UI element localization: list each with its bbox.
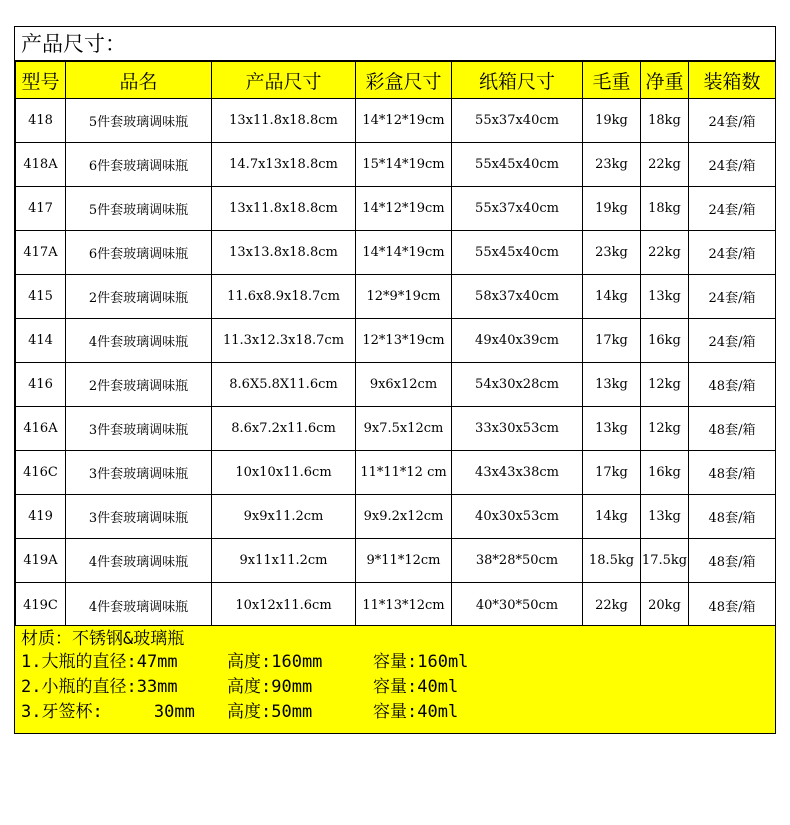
cell-carton-size: 55x45x40cm bbox=[452, 143, 583, 187]
cell-carton-size: 49x40x39cm bbox=[452, 319, 583, 363]
cell-product-size: 9x11x11.2cm bbox=[212, 539, 356, 583]
cell-gross-weight: 19kg bbox=[583, 99, 641, 143]
note-capacity: 容量:40ml bbox=[373, 677, 459, 697]
cell-box-size: 14*14*19cm bbox=[356, 231, 452, 275]
cell-carton-size: 55x37x40cm bbox=[452, 187, 583, 231]
cell-net-weight: 16kg bbox=[641, 451, 689, 495]
header-box-size: 彩盒尺寸 bbox=[356, 62, 452, 99]
cell-product-size: 10x12x11.6cm bbox=[212, 583, 356, 628]
cell-product-name: 3件套玻璃调味瓶 bbox=[66, 407, 212, 451]
cell-net-weight: 16kg bbox=[641, 319, 689, 363]
cell-model: 417 bbox=[16, 187, 66, 231]
cell-box-size: 9x7.5x12cm bbox=[356, 407, 452, 451]
cell-product-size: 10x10x11.6cm bbox=[212, 451, 356, 495]
cell-product-size: 11.3x12.3x18.7cm bbox=[212, 319, 356, 363]
cell-product-size: 13x11.8x18.8cm bbox=[212, 187, 356, 231]
cell-pack-qty: 48套/箱 bbox=[689, 583, 776, 628]
cell-model: 415 bbox=[16, 275, 66, 319]
cell-product-name: 5件套玻璃调味瓶 bbox=[66, 187, 212, 231]
cell-product-name: 3件套玻璃调味瓶 bbox=[66, 495, 212, 539]
cell-gross-weight: 14kg bbox=[583, 275, 641, 319]
table-row bbox=[16, 363, 776, 407]
cell-pack-qty: 24套/箱 bbox=[689, 319, 776, 363]
cell-net-weight: 13kg bbox=[641, 275, 689, 319]
cell-product-name: 4件套玻璃调味瓶 bbox=[66, 539, 212, 583]
table-row bbox=[16, 583, 776, 628]
note-diameter: 1.大瓶的直径:47mm bbox=[21, 652, 178, 672]
cell-box-size: 11*11*12 cm bbox=[356, 451, 452, 495]
cell-pack-qty: 48套/箱 bbox=[689, 451, 776, 495]
cell-pack-qty: 48套/箱 bbox=[689, 363, 776, 407]
cell-net-weight: 13kg bbox=[641, 495, 689, 539]
cell-model: 416C bbox=[16, 451, 66, 495]
note-line bbox=[15, 675, 775, 700]
cell-gross-weight: 14kg bbox=[583, 495, 641, 539]
cell-net-weight: 18kg bbox=[641, 99, 689, 143]
cell-net-weight: 20kg bbox=[641, 583, 689, 628]
table-row bbox=[16, 495, 776, 539]
header-gross-weight: 毛重 bbox=[583, 62, 641, 99]
cell-pack-qty: 24套/箱 bbox=[689, 231, 776, 275]
cell-net-weight: 17.5kg bbox=[641, 539, 689, 583]
cell-gross-weight: 22kg bbox=[583, 583, 641, 628]
note-height: 高度:90mm bbox=[227, 677, 313, 697]
table-row bbox=[16, 407, 776, 451]
cell-product-size: 13x13.8x18.8cm bbox=[212, 231, 356, 275]
cell-box-size: 12*9*19cm bbox=[356, 275, 452, 319]
cell-carton-size: 55x37x40cm bbox=[452, 99, 583, 143]
cell-carton-size: 54x30x28cm bbox=[452, 363, 583, 407]
cell-net-weight: 18kg bbox=[641, 187, 689, 231]
cell-product-name: 2件套玻璃调味瓶 bbox=[66, 363, 212, 407]
cell-model: 419A bbox=[16, 539, 66, 583]
cell-box-size: 11*13*12cm bbox=[356, 583, 452, 628]
note-line bbox=[15, 700, 775, 725]
table-row bbox=[16, 539, 776, 583]
cell-box-size: 12*13*19cm bbox=[356, 319, 452, 363]
cell-gross-weight: 23kg bbox=[583, 143, 641, 187]
cell-gross-weight: 17kg bbox=[583, 451, 641, 495]
cell-net-weight: 12kg bbox=[641, 407, 689, 451]
cell-model: 419C bbox=[16, 583, 66, 628]
cell-pack-qty: 24套/箱 bbox=[689, 275, 776, 319]
cell-product-name: 2件套玻璃调味瓶 bbox=[66, 275, 212, 319]
cell-gross-weight: 13kg bbox=[583, 363, 641, 407]
cell-gross-weight: 18.5kg bbox=[583, 539, 641, 583]
table-row bbox=[16, 319, 776, 363]
spec-sheet bbox=[14, 26, 776, 734]
cell-carton-size: 40*30*50cm bbox=[452, 583, 583, 628]
header-product-name: 品名 bbox=[66, 62, 212, 99]
cell-model: 418 bbox=[16, 99, 66, 143]
cell-net-weight: 22kg bbox=[641, 143, 689, 187]
cell-product-name: 6件套玻璃调味瓶 bbox=[66, 231, 212, 275]
header-row bbox=[16, 62, 776, 99]
spec-table bbox=[15, 61, 776, 628]
cell-box-size: 9x6x12cm bbox=[356, 363, 452, 407]
cell-product-size: 14.7x13x18.8cm bbox=[212, 143, 356, 187]
cell-product-size: 8.6x7.2x11.6cm bbox=[212, 407, 356, 451]
cell-pack-qty: 24套/箱 bbox=[689, 143, 776, 187]
cell-box-size: 14*12*19cm bbox=[356, 99, 452, 143]
cell-box-size: 14*12*19cm bbox=[356, 187, 452, 231]
cell-carton-size: 43x43x38cm bbox=[452, 451, 583, 495]
note-line bbox=[15, 650, 775, 675]
header-model: 型号 bbox=[16, 62, 66, 99]
cell-model: 414 bbox=[16, 319, 66, 363]
cell-product-name: 4件套玻璃调味瓶 bbox=[66, 319, 212, 363]
note-height: 高度:160mm bbox=[227, 652, 323, 672]
header-product-size: 产品尺寸 bbox=[212, 62, 356, 99]
cell-product-size: 11.6x8.9x18.7cm bbox=[212, 275, 356, 319]
table-row bbox=[16, 187, 776, 231]
cell-box-size: 9*11*12cm bbox=[356, 539, 452, 583]
cell-model: 417A bbox=[16, 231, 66, 275]
cell-box-size: 15*14*19cm bbox=[356, 143, 452, 187]
cell-model: 416A bbox=[16, 407, 66, 451]
cell-model: 419 bbox=[16, 495, 66, 539]
cell-product-name: 5件套玻璃调味瓶 bbox=[66, 99, 212, 143]
cell-product-size: 13x11.8x18.8cm bbox=[212, 99, 356, 143]
cell-pack-qty: 24套/箱 bbox=[689, 99, 776, 143]
table-row bbox=[16, 143, 776, 187]
cell-carton-size: 33x30x53cm bbox=[452, 407, 583, 451]
table-row bbox=[16, 275, 776, 319]
cell-product-name: 3件套玻璃调味瓶 bbox=[66, 451, 212, 495]
cell-gross-weight: 23kg bbox=[583, 231, 641, 275]
note-height: 高度:50mm bbox=[227, 702, 313, 722]
cell-product-size: 8.6X5.8X11.6cm bbox=[212, 363, 356, 407]
cell-gross-weight: 13kg bbox=[583, 407, 641, 451]
cell-pack-qty: 48套/箱 bbox=[689, 407, 776, 451]
cell-net-weight: 12kg bbox=[641, 363, 689, 407]
cell-gross-weight: 19kg bbox=[583, 187, 641, 231]
material-text: 材质：不锈钢&玻璃瓶 bbox=[21, 629, 185, 649]
cell-pack-qty: 24套/箱 bbox=[689, 187, 776, 231]
cell-carton-size: 40x30x53cm bbox=[452, 495, 583, 539]
header-carton-size: 纸箱尺寸 bbox=[452, 62, 583, 99]
table-row bbox=[16, 451, 776, 495]
header-pack-qty: 装箱数 bbox=[689, 62, 776, 99]
cell-product-size: 9x9x11.2cm bbox=[212, 495, 356, 539]
note-capacity: 容量:160ml bbox=[373, 652, 469, 672]
cell-carton-size: 58x37x40cm bbox=[452, 275, 583, 319]
note-diameter: 3.牙签杯: 30mm bbox=[21, 702, 195, 722]
cell-box-size: 9x9.2x12cm bbox=[356, 495, 452, 539]
notes-panel bbox=[15, 625, 775, 733]
table-row bbox=[16, 99, 776, 143]
cell-carton-size: 38*28*50cm bbox=[452, 539, 583, 583]
cell-carton-size: 55x45x40cm bbox=[452, 231, 583, 275]
material-note bbox=[15, 626, 775, 650]
cell-product-name: 6件套玻璃调味瓶 bbox=[66, 143, 212, 187]
table-row bbox=[16, 231, 776, 275]
cell-net-weight: 22kg bbox=[641, 231, 689, 275]
cell-model: 418A bbox=[16, 143, 66, 187]
cell-pack-qty: 48套/箱 bbox=[689, 539, 776, 583]
note-diameter: 2.小瓶的直径:33mm bbox=[21, 677, 178, 697]
cell-pack-qty: 48套/箱 bbox=[689, 495, 776, 539]
sheet-title: 产品尺寸： bbox=[15, 27, 775, 61]
note-capacity: 容量:40ml bbox=[373, 702, 459, 722]
cell-model: 416 bbox=[16, 363, 66, 407]
cell-product-name: 4件套玻璃调味瓶 bbox=[66, 583, 212, 628]
cell-gross-weight: 17kg bbox=[583, 319, 641, 363]
header-net-weight: 净重 bbox=[641, 62, 689, 99]
